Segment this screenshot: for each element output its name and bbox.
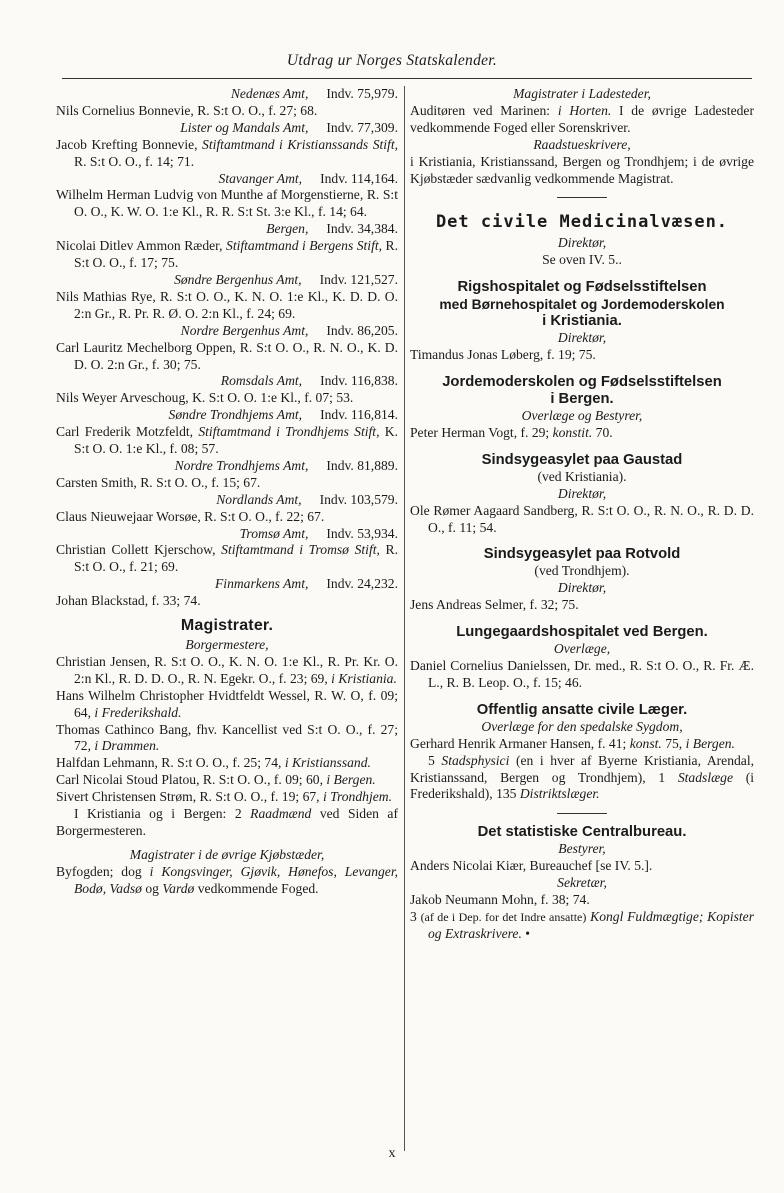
amt-header (56, 458, 398, 475)
amtmand-entry: Wilhelm Herman Ludvig von Munthe af Morgenstierne, R. S:t O. O., K. W. O. 1:e Kl., R. R. S:t St. 3:e Kl., f. 14; 64. (56, 187, 398, 220)
amtmand-entry: Claus Nieuwejaar Worsøe, R. S:t O. O., f. 22; 67. (56, 508, 325, 524)
jordemoderskolen-title: Jordemoderskolen og Fødselsstiftelsen (442, 373, 722, 390)
section-title-medicinal: Det civile Medicinalvæsen. (435, 212, 729, 233)
amt-name: Lister og Mandals Amt, (180, 119, 309, 135)
rigshospitalet-title: Rigshospitalet og Fødselsstiftelsen (457, 279, 707, 296)
ladesteder-label: Magistrater i Ladesteder, (513, 86, 651, 101)
borgermestere-list (56, 654, 398, 806)
sekretaer-person: Jakob Neumann Mohn, f. 38; 74. (410, 892, 590, 908)
lungegaard-person: Daniel Cornelius Danielssen, Dr. med., R. S:t O. O., R. Fr. Æ. L., R. B. Leop. O., f. 15; 46. (410, 658, 754, 690)
rigshospitalet-person: Timandus Jonas Løberg, f. 19; 75. (410, 347, 596, 363)
borgermester-city: i Drammen. (94, 738, 160, 754)
amtmand-entry: Nils Weyer Arveschoug, K. S:t O. O. 1:e Kl., f. 07; 53. (56, 390, 354, 406)
amt-population: Indv. 75,979. (326, 86, 398, 101)
right-column (410, 86, 754, 943)
section-title-magistrater: Magistrater. (180, 617, 274, 635)
amtmand-orders: K. S:t O. O. 1:e Kl., f. 08; 57. (74, 424, 398, 457)
stadsphysici-note: 5 Stadsphysici (en i hver af Byerne Kristiania, Arendal, Kristianssand, Bergen og Trondhjem), 1 Stadslæge (i Frederikshald), 135 Distriktslæger. (410, 752, 754, 802)
borgermester-city: i Bergen. (326, 772, 376, 788)
borgermester-name: Hans Wilhelm Christopher Hvidtfeldt Wessel, R. W. O, f. 09; 64, (56, 687, 398, 720)
borgermester-entry (56, 772, 398, 789)
rotvold-title: Sindsygeasylet paa Rotvold (483, 546, 681, 563)
rigshospitalet-subtitle: med Børnehospitalet og Jordemoderskolen (439, 297, 725, 313)
rotvold-subtitle: (ved Trondhjem). (534, 563, 630, 579)
amtmand-title: Stiftamtmand i Bergens Stift, (226, 238, 383, 254)
rotvold-person: Jens Andreas Selmer, f. 32; 75. (410, 597, 579, 613)
amt-name: Nordre Trondhjems Amt, (174, 457, 309, 473)
amt-name: Nedenæs Amt, (230, 86, 309, 101)
borgermestere-label: Borgermestere, (185, 637, 269, 652)
borgermester-entry (56, 654, 398, 688)
ladesteder-text: Auditøren ved Marinen: i Horten. I de øvrige Ladesteder vedkommende Foged eller Sorenskriver. (410, 102, 754, 135)
amt-population: Indv. 86,205. (326, 322, 398, 338)
raadstue-text: i Kristiania, Kristianssand, Bergen og Trondhjem; i de øvrige Kjøbstæder sædvanlig vedkommende Magistrat. (410, 153, 754, 186)
column-divider (404, 86, 405, 1151)
jordemoderskolen-place: i Bergen. (550, 390, 614, 407)
amtmand-entry (56, 238, 398, 272)
amt-list (56, 86, 398, 610)
amtmand-entry: Carsten Smith, R. S:t O. O., f. 15; 67. (56, 474, 261, 490)
overlaege-bestyrer-label: Overlæge og Bestyrer, (521, 407, 643, 423)
raadstue-label: Raadstueskrivere, (533, 136, 631, 152)
amtmand-name: Jacob Krefting Bonnevie, (56, 136, 203, 152)
borgermester-name: Thomas Cathinco Bang, fhv. Kancellist ved S:t O. O., f. 27; 72, (56, 721, 398, 754)
amtmand-name: Nicolai Ditlev Ammon Ræder, (56, 238, 227, 254)
amtmand-name: Christian Collett Kjerschow, (56, 542, 222, 558)
amt-population: Indv. 103,579. (319, 491, 398, 507)
amtmand-name: Carl Frederik Motzfeldt, (56, 424, 199, 440)
amt-name: Finmarkens Amt, (214, 576, 309, 592)
bestyrer-label: Bestyrer, (558, 841, 606, 857)
amt-header (56, 373, 398, 390)
overlaege-label: Overlæge, (553, 641, 611, 657)
amt-population: Indv. 77,309. (326, 119, 398, 135)
amt-population: Indv. 24,232. (326, 576, 398, 592)
gaustad-person: Ole Rømer Aagaard Sandberg, R. S:t O. O., R. N. O., R. D. D. O., f. 11; 54. (410, 502, 754, 535)
amt-header (56, 171, 398, 188)
borgermester-entry (56, 688, 398, 722)
amt-population: Indv. 34,384. (326, 221, 398, 237)
amt-header (56, 526, 398, 543)
amt-name: Romsdals Amt, (220, 373, 303, 389)
amtmand-entry (56, 424, 398, 458)
lungegaard-title: Lungegaardshospitalet ved Bergen. (456, 624, 708, 641)
page-number: x (388, 1146, 396, 1161)
amt-header (56, 492, 398, 509)
direktor-label-3: Direktør, (557, 485, 607, 501)
borgermester-name: Halfdan Lehmann, R. S:t O. O., f. 25; 74, (56, 755, 285, 771)
amtmand-entry (56, 137, 398, 171)
amt-population: Indv. 53,934. (326, 525, 398, 541)
short-rule (557, 197, 607, 198)
amt-name: Bergen, (266, 221, 309, 237)
running-header: Utdrag ur Norges Statskalender. (286, 52, 498, 69)
amtmand-title: Stiftamtmand i Kristianssands Stift, (202, 136, 398, 152)
se-oven-note: Se oven IV. 5.. (542, 252, 622, 268)
amtmand-entry: Nils Mathias Rye, R. S:t O. O., K. N. O. 1:e Kl., K. D. D. O. 2:n Gr., R. Pr. R. Ø. O. 2:n Kl., f. 24; 69. (56, 288, 398, 321)
ovrige-note: Byfogden; dog i Kongsvinger, Gjøvik, Hønefos, Levanger, Bodø, Vadsø og Vardø vedkommende Foged. (56, 863, 399, 896)
amtmand-entry: Johan Blackstad, f. 33; 74. (56, 593, 201, 609)
amt-population: Indv. 116,838. (320, 373, 398, 389)
borgermester-entry (56, 789, 398, 806)
borgermester-entry (56, 755, 398, 772)
amtmand-orders: R. S:t O. O., f. 14; 71. (74, 153, 195, 169)
direktor-label: Direktør, (557, 235, 607, 251)
amt-population: Indv. 121,527. (319, 271, 398, 287)
amt-header (56, 272, 398, 289)
amtmand-entry: Nils Cornelius Bonnevie, R. S:t O. O., f. 27; 68. (56, 102, 318, 118)
header-rule (62, 78, 752, 79)
bestyrer-person: Anders Nicolai Kiær, Bureauchef [se IV. 5.]. (410, 858, 653, 874)
direktor-label-2: Direktør, (557, 330, 607, 346)
amt-population: Indv. 81,889. (326, 457, 398, 473)
amt-name: Stavanger Amt, (218, 170, 303, 186)
amt-header (56, 221, 398, 238)
amt-header (56, 86, 398, 103)
short-rule-2 (557, 813, 607, 814)
amt-population: Indv. 116,814. (320, 407, 398, 423)
gaustad-title: Sindsygeasylet paa Gaustad (481, 451, 683, 468)
amt-header (56, 120, 398, 137)
amtmand-title: Stiftamtmand i Tromsø Stift, (221, 542, 380, 558)
sekretaer-label: Sekretær, (557, 875, 607, 891)
borgermester-city: i Kristianssand. (284, 755, 371, 771)
statistiske-title: Det statistiske Centralbureau. (477, 824, 687, 841)
amt-name: Tromsø Amt, (239, 525, 309, 541)
borgermester-city: i Kristiania. (331, 670, 397, 686)
ovrige-label: Magistrater i de øvrige Kjøbstæder, (129, 846, 325, 862)
amt-name: Nordlands Amt, (216, 491, 302, 507)
gaustad-subtitle: (ved Kristiania). (537, 468, 627, 484)
spedalske-label: Overlæge for den spedalske Sygdom, (481, 718, 683, 734)
borgermester-city: i Frederikshald. (94, 704, 182, 720)
amt-name: Søndre Trondhjems Amt, (168, 407, 303, 423)
left-column (56, 86, 398, 898)
amtmand-orders: R. S:t O. O., f. 17; 75. (74, 238, 398, 271)
borgermester-name: Carl Nicolai Stoud Platou, R. S:t O. O., f. 09; 60, (56, 772, 327, 788)
amt-header (56, 323, 398, 340)
rigshospitalet-place: i Kristiania. (542, 313, 622, 330)
amt-population: Indv. 114,164. (320, 170, 398, 186)
offentlig-title: Offentlig ansatte civile Læger. (476, 701, 688, 718)
spedalske-person: Gerhard Henrik Armaner Hansen, f. 41; konst. 75, i Bergen. (410, 735, 735, 751)
amtmand-title: Stiftamtmand i Trondhjems Stift, (198, 424, 380, 440)
borgermester-name: Sivert Christensen Strøm, R. S:t O. O., f. 19; 67, (56, 789, 323, 805)
direktor-label-4: Direktør, (557, 580, 607, 596)
raadmaend-note: I Kristiania og i Bergen: 2 Raadmænd ved Siden af Borgermesteren. (56, 806, 398, 838)
amtmand-orders: R. S:t O. O., f. 21; 69. (74, 542, 398, 575)
borgermester-name: Christian Jensen, R. S:t O. O., K. N. O. 1:e Kl., R. Pr. Kr. O. 2:n Kl., R. D. D. O., R. N. Egekr. O., f. 23; 69, (56, 653, 398, 686)
amtmand-entry (56, 542, 398, 576)
borgermester-entry (56, 722, 398, 756)
amt-name: Nordre Bergenhus Amt, (180, 322, 309, 338)
jordemoderskolen-person: Peter Herman Vogt, f. 29; konstit. 70. (410, 424, 613, 440)
amt-header (56, 407, 398, 424)
amt-name: Søndre Bergenhus Amt, (174, 271, 302, 287)
amtmand-entry: Carl Lauritz Mechelborg Oppen, R. S:t O. O., R. N. O., K. D. D. O. 2:n Gr., f. 30; 75. (56, 339, 398, 372)
borgermester-city: i Trondhjem. (322, 789, 392, 805)
amt-header (56, 576, 398, 593)
footnote-fuldmaegtige: 3 (af de i Dep. for det Indre ansatte) Kongl Fuldmægtige; Kopister og Extraskrivere. • (410, 909, 754, 941)
